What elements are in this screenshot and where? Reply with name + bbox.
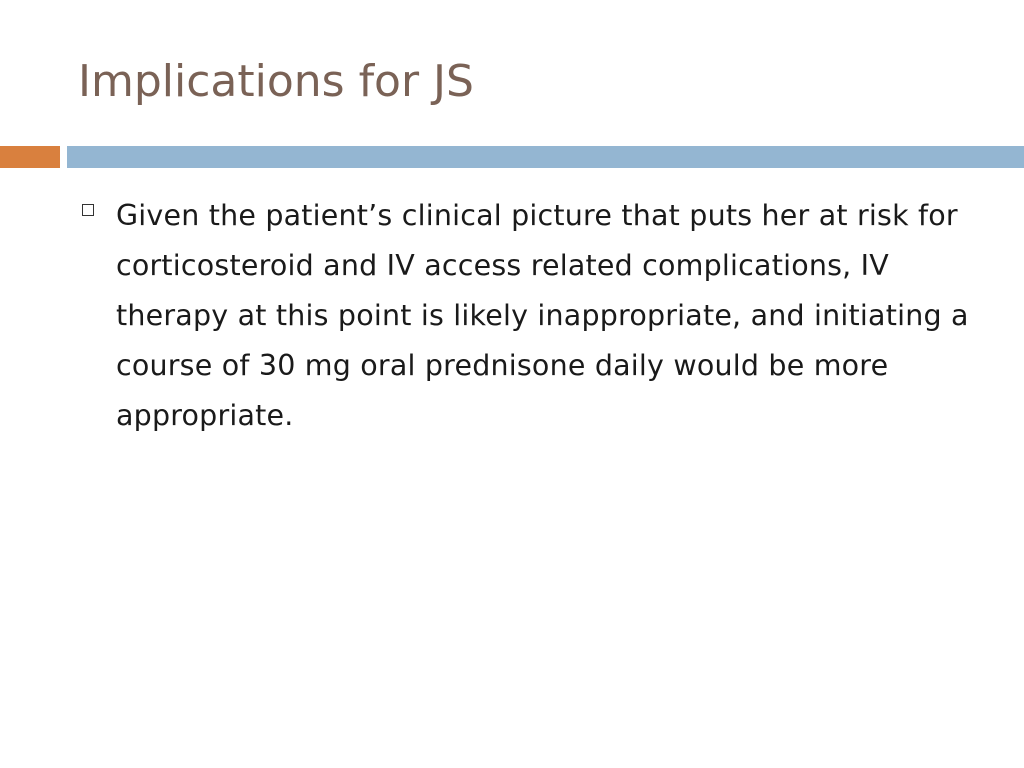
hollow-square-bullet-icon (82, 204, 94, 216)
bullet-list (82, 191, 982, 441)
bullet-text: Given the patient’s clinical picture that puts her at risk for corticosteroid and IV access related complications, IV therapy at this point is likely inappropriate, and initiating a course of 30 mg oral prednisone daily would be more appropriate. (116, 199, 969, 432)
title-divider-bar (67, 146, 1024, 168)
slide-title: Implications for JS (78, 56, 474, 107)
bullet-item (82, 191, 982, 441)
accent-divider-bar (0, 146, 60, 168)
